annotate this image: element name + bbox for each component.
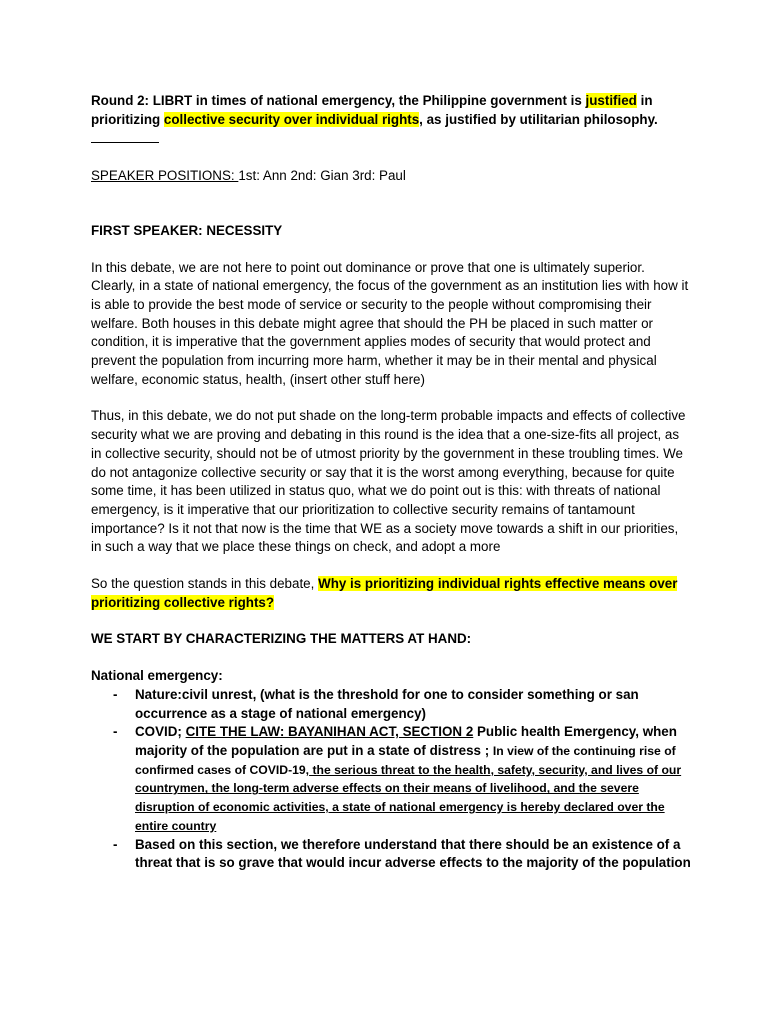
first-speaker-heading: FIRST SPEAKER: NECESSITY (91, 222, 283, 238)
national-emergency-label: National emergency: (91, 668, 223, 684)
characterizing-heading: WE START BY CHARACTERIZING THE MATTERS AT HAND: (91, 631, 472, 647)
speaker-positions-label: SPEAKER POSITIONS: (91, 168, 239, 184)
paragraph-necessity: In this debate, we are not here to point out dominance or prove that one is ultimately superior. Clearly, in a state of national emergency, the focus of the government as an institution lies with how it is able to provide the best mode of service or security to the people without compromising their welfare. Both houses in this debate might agree that should the PH be placed in such matter or condition, it is imperative that the government applies modes of security that would protect and prevent the population from incurring more harm, whether it may be in their mental and physical welfare, economic status, health, (insert other stuff here) (91, 259, 689, 387)
highlight-question: Why is prioritizing individual rights effective means over prioritizing collective rights? (91, 576, 678, 610)
speaker-positions (91, 167, 691, 186)
national-emergency-list (91, 686, 691, 873)
document-content (91, 92, 691, 873)
law-quote: the serious threat to the health, safety, security, and lives of our countrymen, the long-term adverse effects on their means of livelihood, and the severe disruption of economic activities, a state of national emergency is hereby declared over the entire country (135, 762, 682, 833)
law-citation: CITE THE LAW: BAYANIHAN ACT, SECTION 2 (185, 724, 474, 740)
list-item: - Nature:civil unrest, (what is the threshold for one to consider something or san occurrence as a stage of national emergency) (113, 686, 639, 721)
speaker-positions-value: 1st: Ann 2nd: Gian 3rd: Paul (238, 168, 406, 184)
question-paragraph: So the question stands in this debate, Why is prioritizing individual rights effective means over prioritizing collective rights? (91, 576, 678, 610)
round-title: Round 2: LIBRT in times of national emergency, the Philippine government is justified in prioritizing collective security over individual rights, as justified by utilitarian philosophy. (91, 93, 658, 127)
horizontal-rule (91, 129, 691, 149)
highlight-justified: justified (585, 93, 637, 108)
paragraph-thus: Thus, in this debate, we do not put shade on the long-term probable impacts and effects of collective security what we are proving and debating in this round is the idea that a one-size-fits all project, as in collective security, should not be of utmost priority by the government in these troubling times. We do not antagonize collective security or say that it is the worst among everything, because for quite some time, it has been utilized in status quo, what we do point out is this: with threats of national emergency, is it imperative that our prioritization to collective security remains of tantamount importance? Is it not that now is the time that WE as a society move towards a shift in our priorities, in such a way that we place these things on check, and adopt a more (91, 408, 686, 555)
list-item: - Based on this section, we therefore understand that there should be an existence of a threat that is so grave that would incur adverse effects to the majority of the population (113, 836, 691, 871)
list-item: - COVID; CITE THE LAW: BAYANIHAN ACT, SECTION 2 Public health Emergency, when majority of the population are put in a state of distress ; In view of the continuing rise of confirmed cases of COVID-19, the serious threat to the health, safety, security, and lives of our countrymen, the long-term adverse effects on their means of livelihood, and the severe disruption of economic activities, a state of national emergency is hereby declared over the entire country (113, 724, 682, 833)
highlight-collective-security: collective security over individual rights (163, 111, 420, 127)
